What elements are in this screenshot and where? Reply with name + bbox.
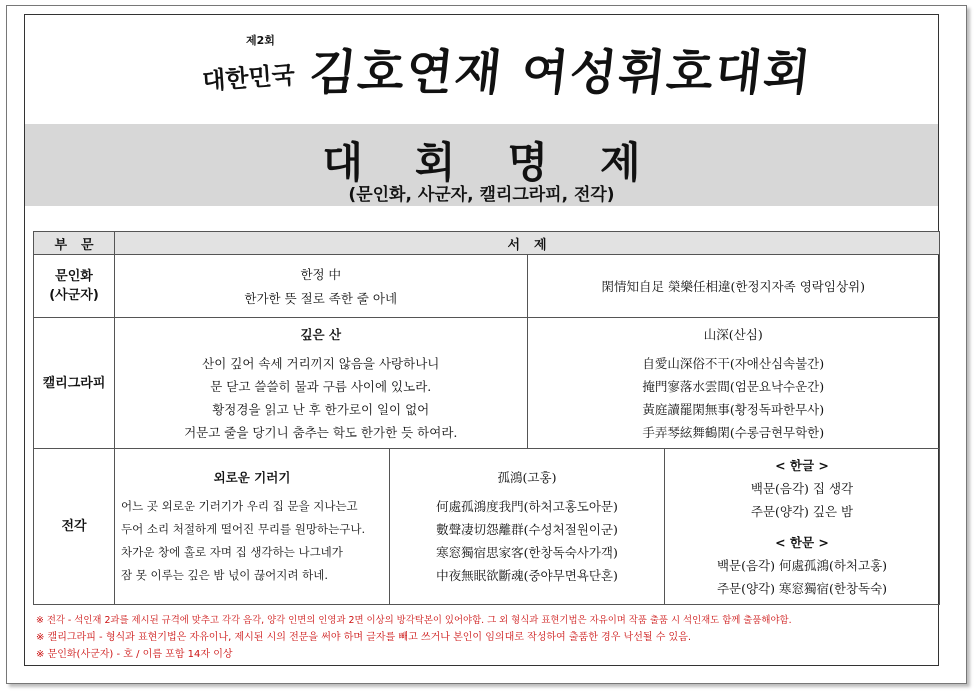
category-jeongak: 전각 [34,449,115,605]
jeongak-hanja-cell [390,449,665,604]
jeongak-hanja-line: 寒窓獨宿思家客(한창독숙사가객) [436,545,618,560]
jeongak-hanja-line: 中夜無眠欲斷魂(중야무면욕단혼) [436,568,618,583]
jeongak-hanja-line: 何處孤鴻度我門(하처고홍도아문) [436,499,618,514]
seal-korean-line: 백문(음각) 집 생각 [750,480,854,496]
calli-hanja-title: 山深(산심) [703,326,763,342]
subject-table [33,231,940,605]
seal-korean-line: 주문(양각) 깊은 밤 [750,503,854,519]
country-label: 대한민국 [201,59,296,96]
calli-korean-line: 산이 깊어 속세 거리끼지 않음을 사랑하나니 [202,355,440,371]
calli-hanja-cell [527,318,940,449]
note-calli: ※ 캘리그라피 - 형식과 표현기법은 자유이나, 제시된 시의 전문을 써야 하며 글자를 빼고 쓰거나 본인이 임의대로 작성하여 출품한 경우 낙선될 수 있음. [36,632,692,643]
table-row-munin [34,255,940,318]
header-category: 부문 [34,232,115,255]
munin-korean-text: 한가한 뜻 절로 족한 줄 아네 [244,291,398,306]
jeongak-seal-cell [665,449,940,604]
jeongak-korean-title: 외로운 기러기 [213,470,291,485]
jeongak-subtable [115,449,939,604]
calli-korean-line: 문 닫고 쓸쓸히 물과 구름 사이에 있노라. [210,378,432,394]
jeongak-korean-line: 두어 소리 처절하게 떨어진 무리를 원망하는구나. [121,522,366,536]
calli-korean-title: 깊은 산 [300,326,342,342]
munin-korean-title: 한정 中 [300,267,342,282]
calli-hanja-line: 掩門寥落水雲間(엄문요낙수운간) [642,378,825,394]
table-header-row [34,232,940,255]
title-bar [25,124,938,206]
notes [36,612,940,663]
seal-korean-heading: < 한글 > [775,457,829,473]
event-title: 김호연재 여성휘호대회 [306,45,815,101]
jeongak-cell [115,449,940,605]
event-logo [198,30,815,112]
page-title: 대회명제 [322,138,693,187]
jeongak-korean-line: 어느 곳 외로운 기러기가 우리 집 문을 지나는고 [121,499,358,513]
calli-hanja-line: 黃庭讀罷閑無事(황정독파한무사) [642,401,825,417]
seal-hanja-line: 백문(음각) 何處孤鴻(하처고홍) [716,557,888,573]
jeongak-korean-line: 차가운 창에 홀로 자며 집 생각하는 나그네가 [121,545,343,559]
page-subtitle: (문인화, 사군자, 캘리그라피, 전각) [348,185,615,205]
table-row-jeongak [34,449,940,605]
seal-hanja-heading: < 한문 > [775,534,829,550]
category-calli: 캘리그라피 [34,318,115,449]
calli-korean-line: 황정경을 읽고 난 후 한가로이 일이 없어 [212,401,430,417]
munin-hanja-cell [527,255,940,318]
calli-korean-cell [115,318,528,449]
jeongak-korean-line: 잠 못 이루는 깊은 밤 넋이 끊어지려 하네. [121,568,328,582]
jeongak-hanja-line: 數聲凄切怨離群(수성처절원이군) [436,522,618,537]
seal-hanja-line: 주문(양각) 寒窓獨宿(한창독숙) [716,580,888,596]
jeongak-korean-cell [115,449,390,604]
munin-hanja-text: 閑情知自足 榮樂任相違(한정지자족 영락임상위) [601,279,865,294]
calli-korean-line: 거문고 줄을 당기니 춤추는 학도 한가한 듯 하여라. [184,424,458,440]
munin-korean-cell [115,255,528,318]
header-subject: 서제 [115,232,940,255]
table-row-calli [34,318,940,449]
calli-hanja-line: 自愛山深俗不干(자애산심속불간) [642,355,825,371]
jeongak-hanja-title: 孤鴻(고홍) [497,470,557,485]
note-jeongak: ※ 전각 - 석인재 2과를 제시된 규격에 맞추고 각각 음각, 양각 인면의 인영과 2면 이상의 방각탁본이 있어야함. 그 외 형식과 표현기법은 자유이며 작품 출품 시 석인재도 함께 출품해야함. [36,615,792,626]
edition-label: 제2회 [246,34,275,47]
calli-hanja-line: 手弄琴絃舞鶴閑(수롱금현무학한) [642,424,825,440]
note-munin: ※ 문인화(사군자) - 호 / 이름 포함 14자 이상 [36,649,233,660]
category-munin: 문인화 (사군자) [34,255,115,318]
